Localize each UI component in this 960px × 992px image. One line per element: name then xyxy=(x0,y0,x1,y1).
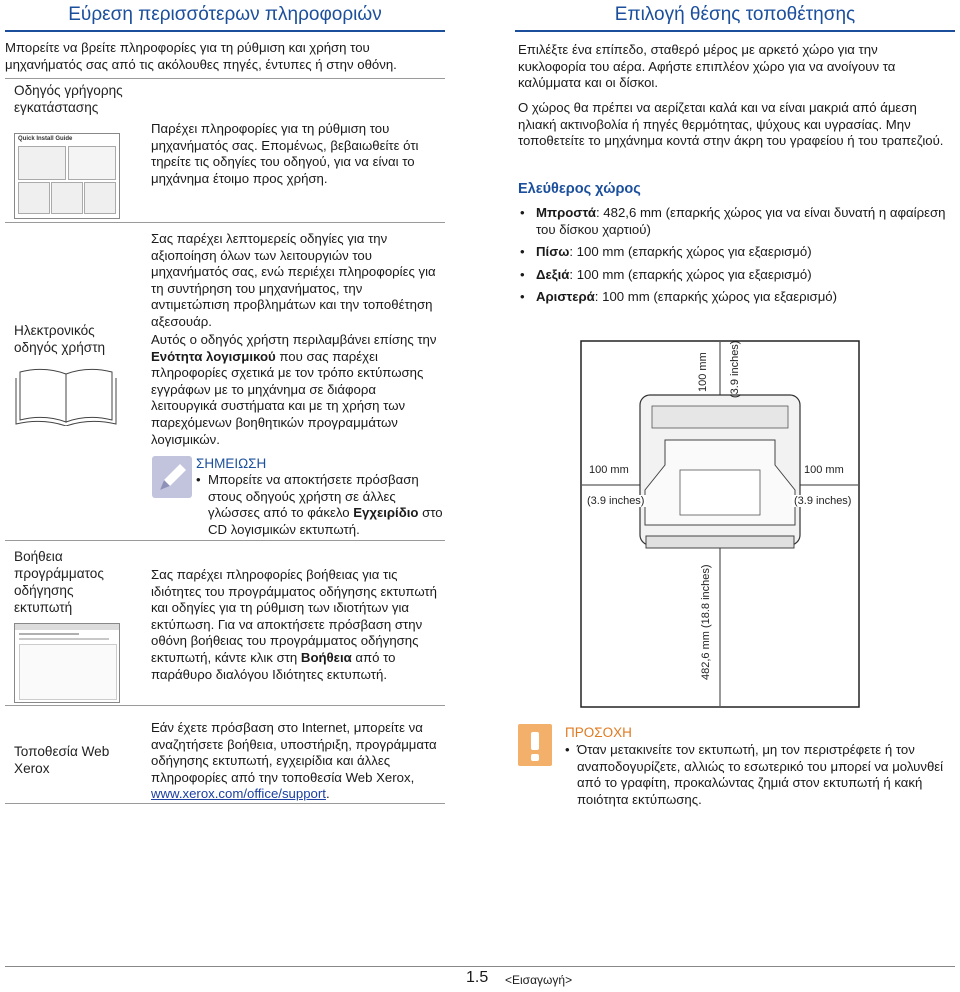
note-pencil-icon xyxy=(152,456,192,498)
driver-help-thumbnail xyxy=(14,623,120,703)
software-section-name: Ενότητα λογισμικού xyxy=(151,348,276,364)
clearance-rear-label: Πίσω xyxy=(536,244,570,260)
clearance-item xyxy=(518,205,948,238)
open-book-icon xyxy=(14,366,118,426)
placement-paragraph-2: Ο χώρος θα πρέπει να αερίζεται καλά και να είναι μακριά από άμεση ηλιακή ακτινοβολία ή πηγές θερμότητας, ψύχους και υγρασίας. Μην τοποθετείτε το μηχάνημα κοντά στην άκρη του γραφείου ή του τραπεζιού. xyxy=(518,100,944,149)
clearance-right-text: : 100 mm (επαρκής χώρος για εξαερισμό) xyxy=(569,266,812,282)
xerox-web-text-post: . xyxy=(325,786,330,802)
quick-guide-thumbnail xyxy=(14,133,120,219)
driver-help-description xyxy=(151,567,441,683)
printer-top-view-icon xyxy=(640,395,800,548)
row-divider xyxy=(5,540,445,541)
placement-paragraph-1: Επιλέξτε ένα επίπεδο, σταθερό μέρος με αρκετό χώρο για την κυκλοφορία του αέρα. Αφήστε επιπλέον χώρο για να ανοίγουν τα καλύμματα και οι δίσκοι. xyxy=(518,42,896,91)
clearance-right-label: Δεξιά xyxy=(536,266,570,282)
clearance-subheading: Ελεύθερος χώρος xyxy=(518,181,641,197)
right-inches-label: (3.9 inches) xyxy=(794,495,852,507)
driver-help-text-post: από το παράθυρο διαλόγου Ιδιότητες εκτυπωτή. xyxy=(151,649,396,682)
caution-text: Όταν μετακινείτε τον εκτυπωτή, μη τον περιστρέφετε ή τον αναποδογυρίζετε, αλλιώς το εσωτερικό του μπορεί να μολυνθεί από το γραφίτη, προκαλώντας ζημιά στον εκτυπωτή ή κακή ποιότητα εκτύπωσης. xyxy=(577,742,944,807)
left-mm-label: 100 mm xyxy=(589,464,629,476)
software-section-description xyxy=(151,332,441,448)
rear-inches-label: (3.9 inches) xyxy=(729,340,741,398)
right-mm-label: 100 mm xyxy=(804,464,844,476)
row-divider xyxy=(5,803,445,804)
clearance-left-label: Αριστερά xyxy=(536,289,595,305)
xerox-support-link[interactable]: www.xerox.com/office/support xyxy=(151,786,326,802)
row-divider xyxy=(5,705,445,706)
user-guide-label: Ηλεκτρονικός οδηγός χρήστη xyxy=(14,323,106,355)
clearance-item xyxy=(518,289,948,306)
footer-rule xyxy=(5,966,955,967)
xerox-web-description xyxy=(151,720,443,803)
left-inches-label: (3.9 inches) xyxy=(587,495,645,507)
software-text-pre: Αυτός ο οδηγός χρήστη περιλαμβάνει επίσης την xyxy=(151,332,437,347)
caution-title: ΠΡΟΣΟΧΗ xyxy=(565,725,632,740)
clearance-front-label: Μπροστά xyxy=(536,205,596,220)
row-divider xyxy=(5,222,445,223)
right-heading: Επιλογή θέσης τοποθέτησης xyxy=(614,4,856,25)
left-heading-rule xyxy=(5,30,445,32)
clearance-item xyxy=(518,267,948,284)
quick-guide-label: Οδηγός γρήγορης εγκατάστασης xyxy=(14,83,123,115)
note-text-pre: Μπορείτε να αποκτήσετε πρόσβαση στους οδηγούς χρήστη σε άλλες γλώσσες από το φάκελο xyxy=(208,472,419,521)
help-button-name: Βοήθεια xyxy=(300,649,352,665)
left-heading: Εύρεση περισσότερων πληροφοριών xyxy=(68,4,382,25)
quick-guide-description: Παρέχει πληροφορίες για τη ρύθμιση του μηχανήματός σας. Επομένως, βεβαιωθείτε ότι τηρείτε τις οδηγίες του οδηγού, για να είναι το μηχάνημα έτοιμο προς χρήση. xyxy=(151,121,419,186)
note-body: • Μπορείτε να αποκτήσετε πρόσβαση στους οδηγούς χρήστη σε άλλες γλώσσες από το φάκελο Εγχειρίδιο στο CD λογισμικών εκτυπωτή. xyxy=(196,472,443,537)
clearance-diagram xyxy=(580,340,860,708)
software-text-post: που σας παρέχει πληροφορίες σχετικά με τον τρόπο εκτύπωσης εγγράφων με το μηχάνημα σε διάφορα λειτουργικά συστήματα και με τη χρήση των παρεχόμενων βοηθητικών προγραμμάτων λογισμικών. xyxy=(151,348,424,447)
user-guide-description: Σας παρέχει λεπτομερείς οδηγίες για την αξιοποίηση όλων των λειτουργιών του μηχανήματός σας, ενώ περιέχει πληροφορίες για τη συντήρηση του μηχανήματος, την αντιμετώπιση προβλημάτων και την τοποθέτηση αξεσουάρ. xyxy=(151,231,436,329)
clearance-front-text: : 482,6 mm (επαρκής χώρος για να είναι δυνατή η αφαίρεση του δίσκου χαρτιού) xyxy=(536,205,946,237)
rear-mm-label: 100 mm xyxy=(697,352,709,392)
row-divider xyxy=(5,78,445,79)
clearance-item xyxy=(518,244,948,261)
note-text-post: στο CD λογισμικών εκτυπωτή. xyxy=(208,505,443,537)
caution-body: • Όταν μετακινείτε τον εκτυπωτή, μη τον περιστρέφετε ή τον αναποδογυρίζετε, αλλιώς το εσωτερικό του μπορεί να μολυνθεί από το γραφίτη, προκαλώντας ζημιά στον εκτυπωτή ή κακή ποιότητα εκτύπωσης. xyxy=(565,742,944,807)
clearance-rear-text: : 100 mm (επαρκής χώρος για εξαερισμό) xyxy=(569,244,812,260)
xerox-web-label: Τοποθεσία Web Xerox xyxy=(14,744,110,776)
section-name: <Εισαγωγή> xyxy=(505,973,573,987)
driver-help-label: Βοήθεια προγράμματος οδήγησης εκτυπωτή xyxy=(14,549,104,615)
right-heading-rule xyxy=(515,30,955,32)
clearance-left-text: : 100 mm (επαρκής χώρος για εξαερισμό) xyxy=(594,289,838,305)
page-number: 1.5 xyxy=(466,969,489,986)
note-title: ΣΗΜΕΙΩΣΗ xyxy=(196,456,267,471)
clearance-list xyxy=(518,205,948,312)
front-dimension-label: 482,6 mm (18.8 inches) xyxy=(700,564,712,680)
manual-folder-name: Εγχειρίδιο xyxy=(353,505,419,521)
caution-icon xyxy=(518,724,552,766)
xerox-web-text-pre: Εάν έχετε πρόσβαση στο Internet, μπορείτε να αναζητήσετε βοήθεια, υποστήριξη, προγράμματα οδήγησης εκτυπωτή, εγχειρίδια και άλλες πληροφορίες από την τοποθεσία Web Xerox, xyxy=(151,720,437,785)
intro-text: Μπορείτε να βρείτε πληροφορίες για τη ρύθμιση και χρήση του μηχανήματός σας από τις ακόλουθες πηγές, έντυπες ή στην οθόνη. xyxy=(5,40,397,72)
thumb-title: Quick Install Guide xyxy=(18,136,73,142)
driver-help-text-pre: Σας παρέχει πληροφορίες βοήθειας για τις ιδιότητες του προγράμματος οδήγησης εκτυπωτή και οδηγίες για τη ρύθμιση των ιδιοτήτων για εκτύπωση. Για να αποκτήσετε πρόσβαση στην οθόνη βοήθειας του προγράμματος οδήγησης εκτυπωτή, κάντε κλικ στη xyxy=(151,567,437,665)
